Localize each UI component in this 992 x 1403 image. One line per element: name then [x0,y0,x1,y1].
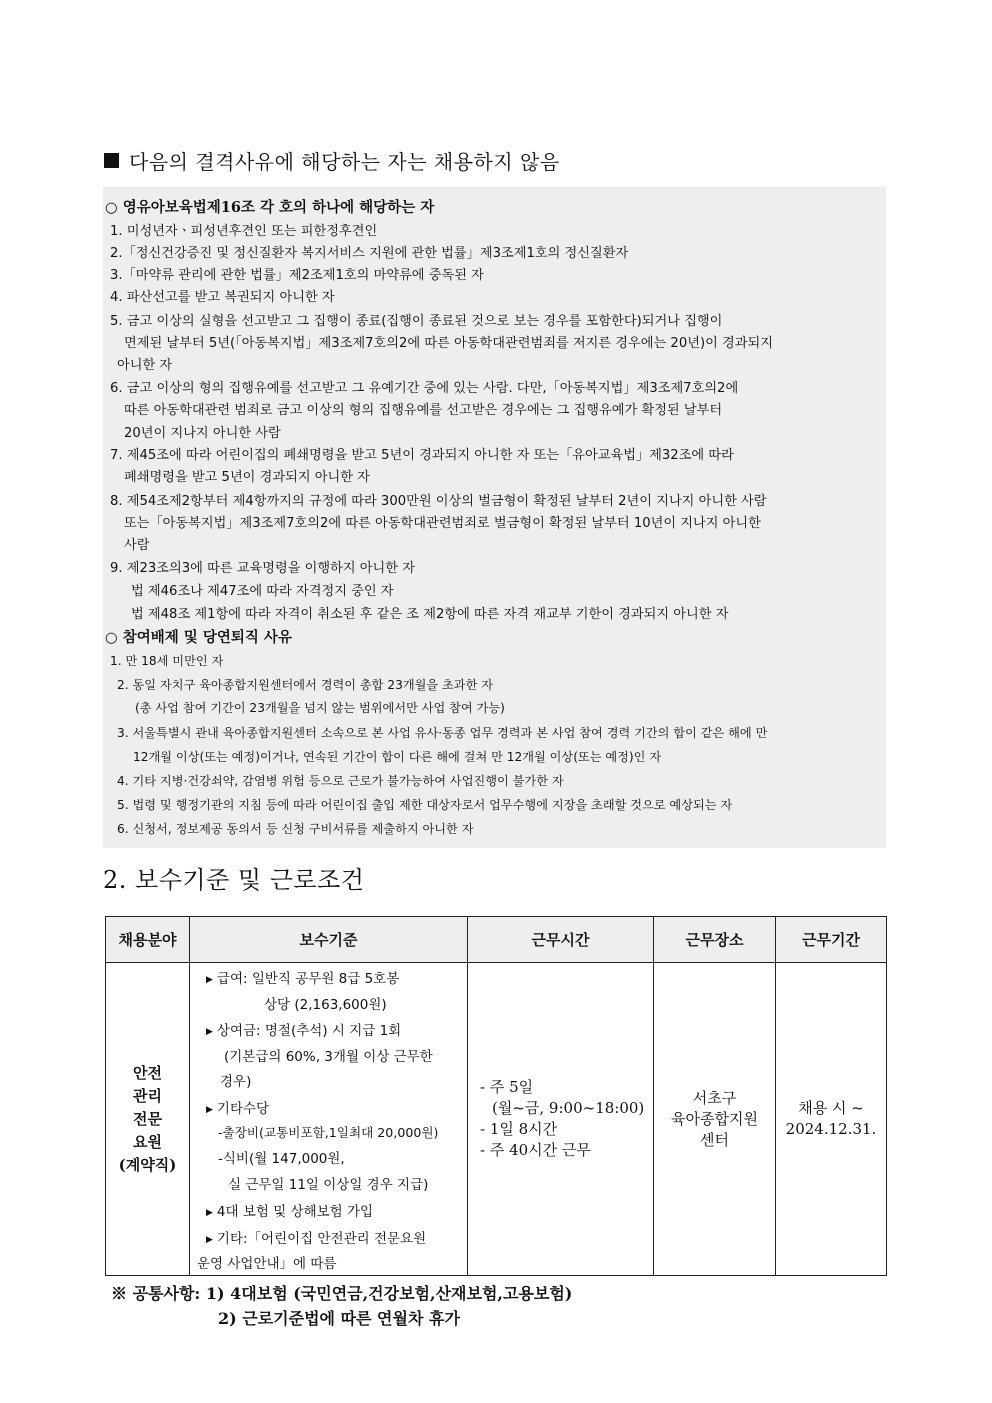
salary-section-title: 2. 보수기준 및 근로조건 [103,866,365,894]
period-line: 채용 시 ~ [798,1099,864,1117]
list-item: 5. 법령 및 행정기관의 지침 등에 따라 어린이집 출입 제한 대상자로서 업무수행에 지장을 초래할 것으로 예상되는 자 [117,798,733,812]
hours-line: - 주 5일 [480,1078,534,1096]
field-cell [106,963,190,1276]
place-cell [654,963,776,1276]
triangle-bullet-icon: ▶ [206,1235,213,1245]
list-item: 1. 미성년자ㆍ피성년후견인 또는 피한정후견인 [110,224,378,239]
disqualification-title [104,146,560,175]
list-item-continued: 따른 아동학대관련 범죄로 금고 이상의 형의 집행유예를 선고받은 경우에는 그 집행유예가 확정된 날부터 [124,403,723,418]
pay-line: ▶ 기타수당 [206,1101,270,1117]
pay-line: ▶ 상여금: 명절(추석) 시 지급 1회 [206,1023,402,1039]
disqualification-box [103,187,886,848]
header-period: 근무기간 [776,917,887,963]
list-item: 3. 서울특별시 관내 육아종합지원센터 소속으로 본 사업 유사·동종 업무 경력과 본 사업 참여 경력 기간의 합이 같은 해에 만 [117,726,768,740]
hours-cell [468,963,654,1276]
list-item-continued: 12개월 이상(또는 예정)이거나, 연속된 기간이 합이 다른 해에 걸쳐 만 12개월 이상(또는 예정)인 자 [133,750,662,764]
list-item-continued: 아니한 자 [117,358,173,373]
triangle-bullet-icon: ▶ [206,1105,213,1115]
hours-line: (월~금, 9:00~18:00) [492,1099,645,1117]
pay-line: -출장비(교통비포함,1일최대 20,000원) [218,1125,439,1140]
group1-heading: ○ 영유아보육법제16조 각 호의 하나에 해당하는 자 [105,199,435,216]
list-item: 4. 파산선고를 받고 복권되지 아니한 자 [110,290,335,305]
list-item-continued: (총 사업 참여 기간이 23개월을 넘지 않는 범위에서만 사업 참여 가능) [135,701,505,715]
common-note-line-2: 2) 근로기준법에 따른 연월차 휴가 [218,1309,460,1328]
period-cell [776,963,887,1276]
field-line: 요원 [133,1132,162,1151]
list-item-continued: 또는「아동복지법」제3조제7호의2에 따른 아동학대관련범죄로 벌금형이 확정된 날부터 10년이 지나지 아니한 [124,516,761,531]
pay-line: 운영 사업안내」에 따름 [197,1256,337,1272]
pay-cell [190,963,468,1276]
hours-line: - 주 40시간 근무 [480,1141,591,1159]
field-line: 전문 [133,1109,162,1128]
list-item: 2. 동일 자치구 육아종합지원센터에서 경력이 총합 23개월을 초과한 자 [117,678,494,692]
field-line: 안전 [133,1063,162,1082]
table-row [106,963,887,1276]
field-line: 관리 [133,1086,162,1105]
list-item-continued: 사람 [124,538,150,553]
header-pay: 보수기준 [190,917,468,963]
list-item-continued: 폐쇄명령을 받고 5년이 경과되지 아니한 자 [124,470,370,485]
pay-line: ▶ 급여: 일반직 공무원 8급 5호봉 [206,971,400,987]
triangle-bullet-icon: ▶ [206,1027,213,1037]
triangle-bullet-icon: ▶ [206,1208,213,1218]
salary-table [105,916,887,1276]
pay-line: -식비(월 147,000원, [218,1151,345,1167]
hours-line: - 1일 8시간 [480,1120,558,1138]
list-item: 6. 신청서, 정보제공 동의서 등 신청 구비서류를 제출하지 아니한 자 [117,822,474,836]
pay-line: ▶ 기타:「어린이집 안전관리 전문요원 [206,1231,427,1247]
pay-line: 경우) [220,1074,252,1090]
triangle-bullet-icon: ▶ [206,975,213,985]
group2-heading: ○ 참여배제 및 당연퇴직 사유 [105,629,292,646]
place-line: 육아종합지원 [671,1109,758,1128]
list-item: 6. 금고 이상의 형의 집행유예를 선고받고 그 유예기간 중에 있는 사람. 다만,「아동복지법」제3조제7호의2에 [110,381,739,396]
list-item-continued: 20년이 지나지 아니한 사람 [124,426,281,441]
list-item-continued: 면제된 날부터 5년(「아동복지법」제3조제7호의2에 따른 아동학대관련범죄를 저지른 경우에는 20년)이 경과되지 [124,336,773,351]
list-item: 4. 기타 지병·건강쇠약, 감염병 위험 등으로 근로가 불가능하여 사업진행이 불가한 자 [117,774,564,788]
list-item: 5. 금고 이상의 실형을 선고받고 그 집행이 종료(집행이 종료된 것으로 보는 경우를 포함한다)되거나 집행이 [110,314,723,329]
pay-line: 실 근무일 11일 이상일 경우 지급) [228,1177,429,1193]
header-hours: 근무시간 [468,917,654,963]
list-item: 8. 제54조제2항부터 제4항까지의 규정에 따라 300만원 이상의 벌금형이 확정된 날부터 2년이 지나지 아니한 사람 [110,494,767,509]
place-line: 서초구 [692,1088,737,1107]
list-item: 2.「정신건강증진 및 정신질환자 복지서비스 지원에 관한 법률」제3조제1호의 정신질환자 [110,246,629,261]
table-header-row [106,917,887,963]
common-note-line-1: ※ 공통사항: 1) 4대보험 (국민연금,건강보험,산재보험,고용보험) [111,1284,573,1303]
header-place: 근무장소 [654,917,776,963]
header-field: 채용분야 [106,917,190,963]
black-square-bullet-icon [104,153,119,168]
place-line: 센터 [700,1130,729,1149]
pay-line: (기본급의 60%, 3개월 이상 근무한 [224,1049,433,1065]
list-item: 법 제46조나 제47조에 따라 자격정지 중인 자 [131,584,394,599]
field-line: (계약직) [118,1155,177,1174]
list-item: 1. 만 18세 미만인 자 [110,654,224,668]
pay-line: ▶ 4대 보험 및 상해보험 가입 [206,1204,374,1220]
list-item: 7. 제45조에 따라 어린이집의 폐쇄명령을 받고 5년이 경과되지 아니한 자 또는「유아교육법」제32조에 따라 [110,448,734,463]
pay-line: 상당 (2,163,600원) [264,997,387,1013]
list-item: 법 제48조 제1항에 따라 자격이 취소된 후 같은 조 제2항에 따른 자격 재교부 기한이 경과되지 아니한 자 [131,607,729,622]
list-item: 9. 제23조의3에 따른 교육명령을 이행하지 아니한 자 [110,561,415,576]
list-item: 3.「마약류 관리에 관한 법률」제2조제1호의 마약류에 중독된 자 [110,268,484,283]
period-line: 2024.12.31. [785,1120,877,1138]
disqualification-title-text: 다음의 결격사유에 해당하는 자는 채용하지 않음 [129,150,560,174]
